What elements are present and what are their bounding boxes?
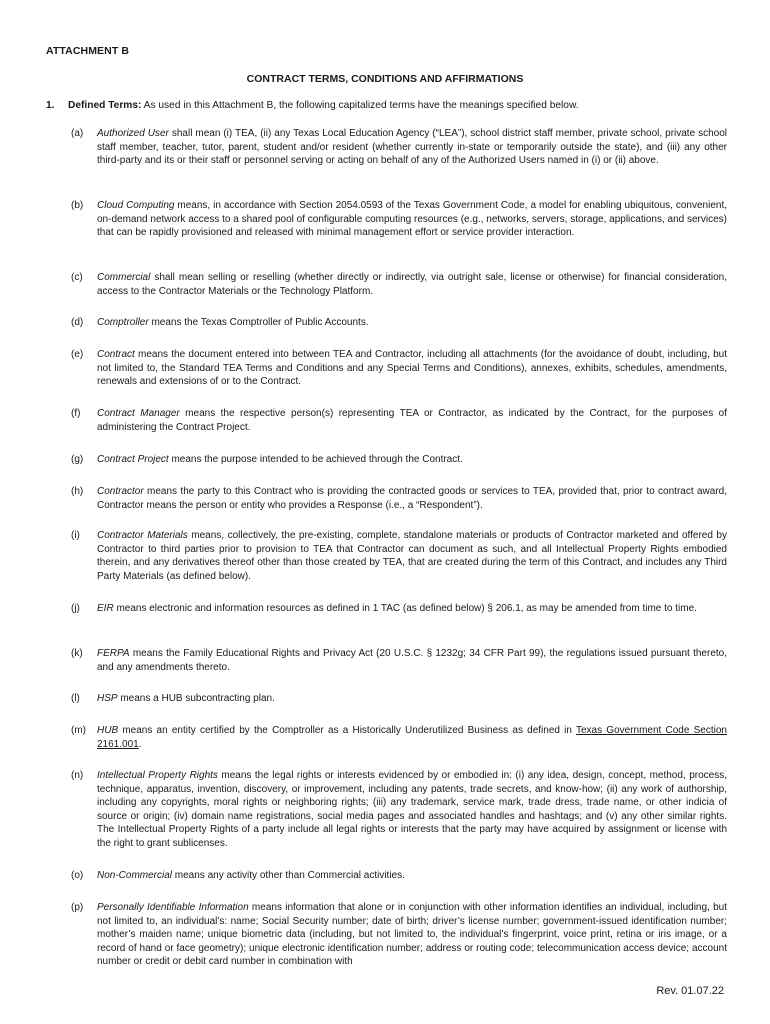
definition-text: means information that alone or in conjunction with other information identifies an individual, including, but not limited to, an individual’s: name; Social Security number; date of birth; driver’s license number; government-issued identification number; mother’s maiden name; unique biometric data (including, but not limited to, the individual’s fingerprint, voice print, retina or iris image, or a record of hand or face geometry); unique electronic identification number; address or routing code; telecommunication access device; account number or credit or debit card number in combination with bbox=[97, 902, 728, 968]
definition-item bbox=[71, 453, 727, 467]
item-label: (e) bbox=[71, 349, 84, 360]
definition-text: means the legal rights or interests evidenced by or embodied in: (i) any idea, design, concept, method, process, technique, apparatus, invention, discovery, or improvement, including any patents, trade secrets, and know-how; (ii) any work of authorship, including any copyrights, moral rights or neighboring rights; (iii) any trademark, service mark, trade dress, trade name, or other indicia of source or origin; (iv) domain name registrations, social media pages and associated handles and hashtags; and (v) any other similar rights. The Intellectual Property Rights of a party include all legal rights or interests that the party may have acquired by assignment or license with the right to grant sublicenses. bbox=[97, 770, 727, 849]
definition-text: means the Texas Comptroller of Public Accounts. bbox=[148, 317, 369, 328]
item-label: (p) bbox=[71, 902, 84, 913]
definition-text: means, in accordance with Section 2054.0593 of the Texas Government Code, a model for enabling ubiquitous, convenient, on-demand network access to a shared pool of configurable computing resources (e.g., networks, servers, storage, applications, and services) that can be rapidly provisioned and released with minimal management effort or service provider interaction. bbox=[97, 200, 728, 239]
item-label: (a) bbox=[71, 128, 84, 139]
definition-text: shall mean selling or reselling (whether directly or indirectly, via outright sale, license or otherwise) for financial consideration, access to the Contractor Materials or the Technology Platform. bbox=[97, 272, 727, 297]
definition-item bbox=[71, 869, 727, 883]
statute-link[interactable]: Texas Government Code Section 2161.001 bbox=[97, 725, 727, 750]
section-intro: As used in this Attachment B, the following capitalized terms have the meanings specified below. bbox=[141, 100, 579, 111]
definition-item bbox=[71, 348, 727, 389]
definition-text: means, collectively, the pre-existing, complete, standalone materials or products of Contractor marketed and offered by Contractor to third parties prior to provision to TEA that Contractor can document as such, and all Intellectual Property Rights embodied therein, and any derivatives thereof other than those created by TEA, that are created during the term of this Contract, and includes any Third Party Materials (as defined below). bbox=[97, 530, 727, 582]
definition-item bbox=[71, 529, 727, 583]
item-label: (c) bbox=[71, 272, 83, 283]
defined-term: HUB bbox=[97, 725, 119, 736]
defined-term: Commercial bbox=[97, 272, 151, 283]
definition-text: means the party to this Contract who is providing the contracted goods or services to TEA, provided that, prior to contract award, Contractor means the person or entity who provides a Response (i.e., a “Respondent”). bbox=[97, 486, 727, 511]
section-title: Defined Terms: bbox=[68, 100, 142, 111]
definition-item bbox=[71, 485, 727, 512]
definition-item bbox=[71, 724, 727, 751]
definition-text: shall mean (i) TEA, (ii) any Texas Local Education Agency (“LEA”), school district staff member, private school, private school staff member, teacher, tutor, parent, student and/or resident (whether currently in-state or temporarily outside the state), and (iii) any other third-party and its or their staff or personnel serving or acting on behalf of any of the Authorized Users named in (i) or (ii) above. bbox=[97, 128, 728, 167]
definition-item bbox=[71, 769, 727, 851]
item-label: (n) bbox=[71, 770, 84, 781]
item-label: (f) bbox=[71, 408, 81, 419]
definition-item bbox=[71, 127, 727, 168]
definition-item bbox=[71, 692, 727, 706]
item-label: (k) bbox=[71, 648, 83, 659]
item-label: (g) bbox=[71, 454, 84, 465]
section-number: 1. bbox=[46, 100, 55, 111]
defined-term: Personally Identifiable Information bbox=[97, 902, 249, 913]
definition-text: means an entity certified by the Comptroller as a Historically Underutilized Business as defined in bbox=[118, 725, 576, 736]
definition-text: means any activity other than Commercial activities. bbox=[172, 870, 405, 881]
defined-term: Comptroller bbox=[97, 317, 149, 328]
defined-term: Contractor bbox=[97, 486, 144, 497]
definition-item bbox=[71, 602, 727, 616]
item-label: (b) bbox=[71, 200, 84, 211]
defined-term: Contract Manager bbox=[97, 408, 180, 419]
item-label: (o) bbox=[71, 870, 84, 881]
item-label: (l) bbox=[71, 693, 80, 704]
defined-term: FERPA bbox=[97, 648, 130, 659]
definition-item bbox=[71, 647, 727, 674]
attachment-label: ATTACHMENT B bbox=[46, 45, 130, 57]
item-label: (j) bbox=[71, 603, 80, 614]
defined-term: Contract Project bbox=[97, 454, 169, 465]
defined-term: Contractor Materials bbox=[97, 530, 188, 541]
defined-term: Intellectual Property Rights bbox=[97, 770, 218, 781]
definition-text: means the respective person(s) representing TEA or Contractor, as indicated by the Contract, for the purposes of administering the Contract Project. bbox=[97, 408, 727, 433]
definition-text: means electronic and information resources as defined in 1 TAC (as defined below) § 206.1, as may be amended from time to time. bbox=[113, 603, 697, 614]
page-title: CONTRACT TERMS, CONDITIONS AND AFFIRMATIONS bbox=[246, 73, 524, 85]
section-heading bbox=[46, 99, 579, 113]
definition-text: means the purpose intended to be achieved through the Contract. bbox=[168, 454, 463, 465]
definition-text: means a HUB subcontracting plan. bbox=[117, 693, 275, 704]
defined-term: Authorized User bbox=[97, 128, 169, 139]
item-label: (h) bbox=[71, 486, 84, 497]
item-label: (d) bbox=[71, 317, 84, 328]
definition-item bbox=[71, 407, 727, 434]
revision-footer: Rev. 01.07.22 bbox=[656, 985, 724, 997]
definition-item bbox=[71, 271, 727, 298]
definition-text: means the Family Educational Rights and Privacy Act (20 U.S.C. § 1232g; 34 CFR Part 99), the regulations issued pursuant thereto, and any amendments thereto. bbox=[97, 648, 727, 673]
definition-item bbox=[71, 901, 727, 969]
defined-term: Non-Commercial bbox=[97, 870, 173, 881]
item-label: (i) bbox=[71, 530, 80, 541]
definition-item bbox=[71, 199, 727, 240]
definition-item bbox=[71, 316, 727, 330]
defined-term: HSP bbox=[97, 693, 118, 704]
item-label: (m) bbox=[71, 725, 86, 736]
defined-term: Contract bbox=[97, 349, 135, 360]
defined-term: Cloud Computing bbox=[97, 200, 175, 211]
defined-term: EIR bbox=[97, 603, 114, 614]
definition-text: means the document entered into between TEA and Contractor, including all attachments (for the avoidance of doubt, including, but not limited to, the Standard TEA Terms and Conditions and any Special Terms and Conditions), annexes, exhibits, schedules, amendments, renewals and extensions of or to the Contract. bbox=[97, 349, 727, 388]
definition-text: . bbox=[138, 738, 142, 750]
